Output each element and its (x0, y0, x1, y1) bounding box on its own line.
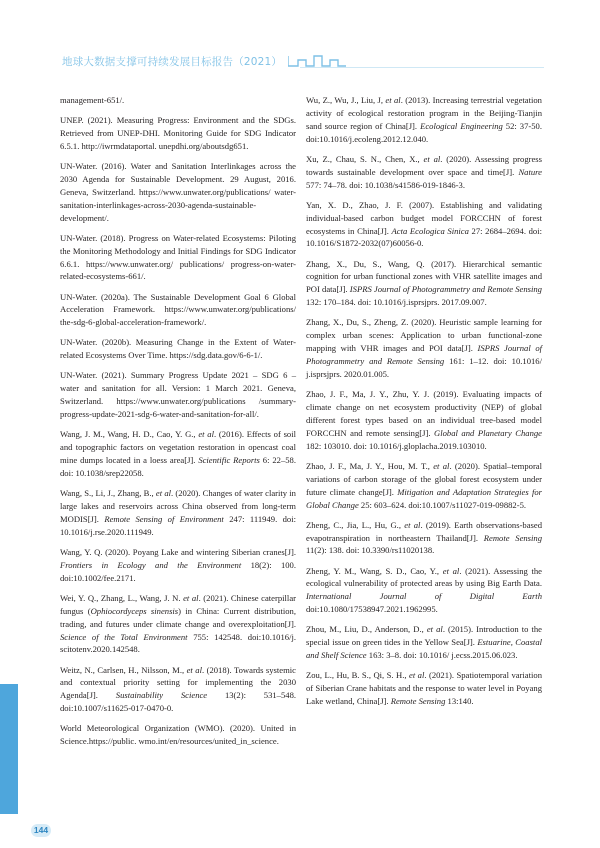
reference-italic: et al (433, 460, 450, 471)
reference-text: . (2015). Introduction to the special issue on green tides in the Yellow Sea[J]. (306, 624, 542, 648)
reference-entry (60, 291, 296, 330)
header-rule (300, 67, 544, 68)
reference-italic: et al (442, 565, 460, 576)
reference-italic: Frontiers in Ecology and the Environment (60, 559, 242, 570)
reference-italic: et al (385, 95, 401, 105)
reference-text: 11(2): 138. doi: 10.3390/rs11020138. (306, 545, 435, 556)
reference-text: . (2020). Assessing progress towards sustainable development over space and time[J]. (306, 153, 542, 177)
reference-text: UN-Water. (2020b). Measuring Change in the Extent of Water-related Ecosystems Over Time. https://sdg.data.gov/6-6-1/. (60, 337, 296, 361)
reference-entry (306, 316, 542, 381)
reference-italic: Remote Sensing (483, 532, 543, 543)
reference-entry (60, 722, 296, 748)
reference-text: Weitz, N., Carlsen, H., Nilsson, M., (60, 664, 187, 675)
reference-entry (306, 669, 542, 708)
reference-text: Zheng, C., Jia, L., Hu, G., (306, 519, 405, 530)
reference-text: Wei, Y. Q., Zhang, L., Wang, J. N. (60, 592, 184, 603)
reference-italic: et al (409, 670, 425, 681)
reference-entry (60, 664, 296, 716)
reference-entry (60, 592, 296, 657)
reference-italic: Sustainability Science (115, 690, 208, 701)
reference-text: Xu, Z., Chau, S. N., Chen, X., (306, 153, 424, 164)
reference-text: . (2019). Earth observations-based evapotranspiration in northeastern Thailand[J]. (306, 519, 543, 543)
reference-text: 577: 74–78. doi: 10.1038/s41586-019-1846-3. (306, 179, 465, 190)
reference-italic: et al (198, 429, 214, 440)
reference-text: . (2020). Spatial–temporal variations of carbon storage of the global forest ecosystem under future climate change[J]. (306, 460, 543, 497)
reference-text: 163: 3–8. doi: 10.1016/ j.ecss.2015.06.023. (366, 650, 518, 661)
reference-text: Wang, J. M., Wang, H. D., Cao, Y. G., (60, 429, 199, 440)
reference-text: 27: 2684–2694. doi: 10.1016/S1872-2032(07)60056-0. (306, 225, 542, 249)
reference-italic: et al (423, 153, 441, 164)
reference-entry (60, 94, 296, 107)
reference-text: 132: 170–184. doi: 10.1016/j.isprsjprs. 2017.09.007. (306, 297, 487, 308)
reference-text: Zheng, Y. M., Wang, S. D., Cao, Y., (306, 565, 443, 576)
reference-italic: ISPRS Journal of Photogrammetry and Remote Sensing (306, 343, 543, 367)
reference-entry (60, 546, 296, 585)
reference-text: UN-Water. (2018). Progress on Water-related Ecosystems: Piloting the Monitoring Methodology and Initial Findings for SDG Indicator 6.6.1. https://www.unwater.org/ publications/ progress-on-water-related-ecosystems-661/. (60, 232, 296, 282)
reference-entry (306, 94, 542, 146)
reference-italic: et al (155, 488, 172, 499)
header-decoration-icon (288, 54, 348, 68)
right-reference-column (306, 94, 542, 715)
reference-italic: Scientific Reports (198, 455, 260, 466)
reference-text: . (2021). Chinese caterpillar fungus ( (60, 592, 296, 616)
reference-text: UNEP. (2021). Measuring Progress: Environment and the SDGs. Retrieved from UNEP-DHI. Monitoring Guide for SDG Indicator 6.5.1. http://iwrmdataportal. unepdhi.org/aboutsdg651. (60, 115, 296, 151)
reference-italic: Ophiocordyceps sinensis (90, 605, 179, 616)
reference-italic: et al (426, 624, 443, 635)
reference-text: . (2018). Towards systemic and contextual priority setting for implementing the 2030 Agenda[J]. (60, 664, 296, 701)
reference-text: 182: 103010. doi: 10.1016/j.gloplacha.2019.103010. (306, 440, 487, 451)
reference-entry (60, 114, 296, 153)
reference-italic: et al (186, 664, 202, 675)
reference-text: Wu, Z., Wu, J., Liu, J, (306, 95, 386, 105)
reference-italic: et al (404, 519, 421, 530)
reference-text: 13:140. (445, 696, 474, 707)
reference-entry (306, 460, 542, 512)
reference-entry (60, 487, 296, 539)
reference-text: 6: 22–58. doi: 10.1038/srep22058. (60, 455, 296, 478)
report-title: 地球大数据支撑可持续发展目标报告（2021） (62, 55, 283, 68)
reference-entry (306, 199, 542, 251)
reference-entry (306, 623, 542, 662)
side-color-tab (0, 684, 18, 814)
reference-text: World Meteorological Organization (WMO). (2020). United in Science.https://public. wmo.int/en/resources/united_in_science. (60, 723, 296, 747)
reference-text: . (2016). Effects of soil and topographic factors on vegetation restoration in opencast coal mine dumps located in a loess area[J]. (60, 429, 296, 466)
reference-text: Yan, X. D., Zhao, J. F. (2007). Establishing and validating individual-based carbon budget model FORCCHN of forest ecosystems in China[J]. (306, 199, 542, 236)
reference-italic: et al (183, 592, 199, 603)
reference-text: Zhao, J. F., Ma, J. Y., Hou, M. T., (306, 460, 434, 471)
reference-text: 247: 111949. doi: 10.1016/j.rse.2020.111949. (60, 513, 296, 537)
reference-entry (306, 388, 542, 453)
page-number: 144 (31, 824, 51, 837)
reference-text: Zhao, J. F., Ma, J. Y., Zhu, Y. J. (2019). Evaluating impacts of climate change on net ecosystem productivity (NEP) of global different forest types based on an individual tree-based model FORCCHN and remote sensing[J]. (306, 389, 542, 438)
reference-text: 52: 37-50. doi:10.1016/j.ecoleng.2012.12.040. (306, 120, 542, 144)
reference-italic: International Journal of Digital Earth (306, 591, 542, 602)
reference-entry (60, 428, 296, 480)
reference-text: . (2013). Increasing terrestrial vegetation activity of ecological restoration program in the Beijing-Tianjin sand source region of China[J]. (306, 95, 542, 131)
reference-text: doi:10.1080/17538947.2021.1962995. (306, 604, 438, 615)
reference-italic: Global and Planetary Change (434, 427, 542, 438)
reference-text: . (2021). Spatiotemporal variation of Siberian Crane habitats and the response to water level in Poyang Lake wetland, China[J]. (306, 670, 542, 707)
reference-text: 25: 603–624. doi:10.1007/s11027-019-09882-5. (358, 499, 527, 510)
reference-text: 18(2): 100. doi:10.1002/fee.2171. (60, 559, 296, 583)
left-reference-column (60, 94, 296, 755)
reference-text: ) in China: Current distribution, trading, and futures under climate change and overexploitation[J]. (60, 605, 296, 629)
reference-text: UN-Water. (2020a). The Sustainable Development Goal 6 Global Acceleration Framework. https://www.unwater.org/publications/ the-sdg-6-global-acceleration-framework/. (60, 291, 296, 328)
reference-italic: Ecological Engineering (420, 120, 503, 131)
reference-text: Wang, Y. Q. (2020). Poyang Lake and wintering Siberian cranes[J]. (60, 546, 296, 557)
reference-text: . (2020). Changes of water clarity in large lakes and reservoirs across China observed from long-term MODIS[J]. (60, 488, 296, 524)
reference-italic: Mitigation and Adaptation Strategies for Global Change (306, 486, 542, 510)
reference-text: UN-Water. (2021). Summary Progress Update 2021 – SDG 6 – water and sanitation for all. Version: 1 March 2021. Geneva, Switzerland. https://www.unwater.org/publications /summary-progress-update-2021-sdg-6-water-and-sanitation-for-all/. (60, 370, 296, 420)
reference-text: UN-Water. (2016). Water and Sanitation Interlinkages across the 2030 Agenda for Sustainable Development. 29 August, 2016. Geneva, Switzerland. https://www.unwater.org/publications/ water-sanitation-interlinkages-across-2030-agenda-sustainable-development/. (60, 161, 296, 223)
reference-entry (60, 369, 296, 421)
reference-italic: Estuarine, Coastal and Shelf Science (306, 637, 543, 661)
reference-text: 755: 142548. doi:10.1016/j. scitotenv.2020.142548. (60, 631, 296, 655)
reference-italic: Remote Sensing (390, 696, 446, 707)
reference-text: Wang, S., Li, J., Zhang, B., (60, 488, 156, 499)
reference-entry (60, 336, 296, 362)
reference-italic: Nature (518, 166, 542, 177)
reference-entry (306, 565, 542, 617)
reference-text: management-651/. (60, 95, 125, 105)
reference-text: Zhang, X., Du, S., Zheng, Z. (2020). Heuristic sample learning for complex urban scenes: Application to urban functional-zone mapping with VHR images and POI data[J]. (306, 317, 542, 354)
reference-entry (60, 232, 296, 284)
reference-italic: Acta Ecologica Sinica (391, 225, 469, 236)
reference-text: 13(2): 531–548. doi:10.1007/s11625-017-0470-0. (60, 690, 297, 714)
reference-text: 161: 1–12. doi: 10.1016/ j.isprsjprs. 2020.01.005. (306, 356, 542, 379)
reference-entry (306, 258, 542, 310)
reference-entry (306, 519, 542, 558)
reference-text: Zou, L., Hu, B. S., Qi, S. H., (306, 670, 409, 681)
reference-italic: ISPRS Journal of Photogrammetry and Remote Sensing (349, 284, 542, 295)
reference-entry (306, 153, 542, 192)
reference-text: Zhang, X., Du, S., Wang, Q. (2017). Hierarchical semantic cognition for urban functional zones with VHR satellite images and POI data[J]. (306, 258, 542, 295)
reference-text: Zhou, M., Liu, D., Anderson, D., (306, 624, 427, 635)
reference-entry (60, 160, 296, 225)
reference-italic: Science of the Total Environment (60, 631, 188, 642)
reference-text: . (2021). Assessing the ecological vulnerability of protected areas by using Big Earth Data. (306, 565, 542, 589)
reference-italic: Remote Sensing of Environment (104, 513, 224, 524)
